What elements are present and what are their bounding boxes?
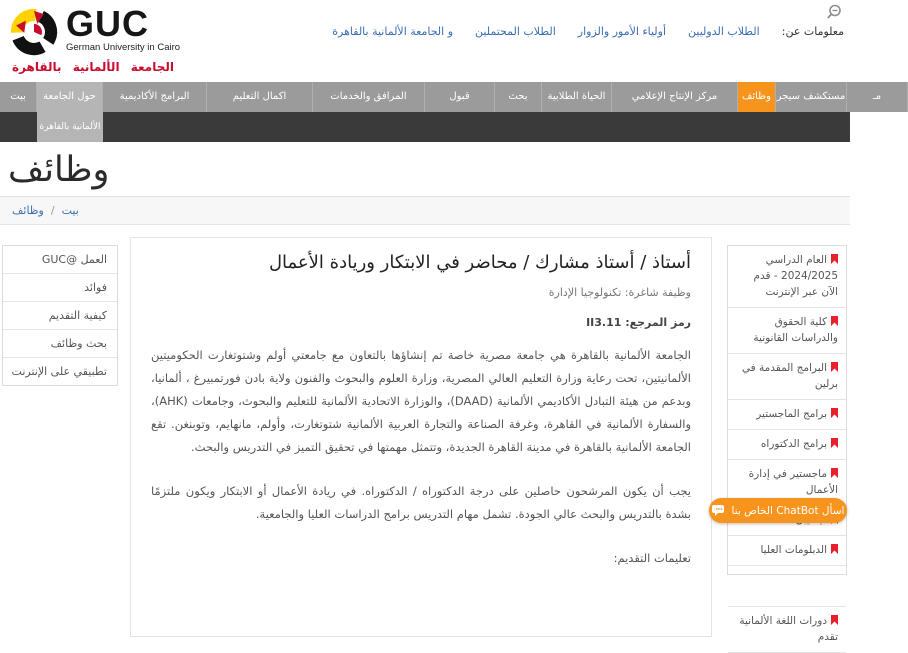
- chat-bubble-icon: [712, 504, 726, 517]
- nav-item-continuing-education[interactable]: اكمال التعليم: [207, 82, 313, 112]
- nav-item-explorer[interactable]: مستكشف سيجر: [776, 82, 847, 112]
- nav-item-admission[interactable]: قبول: [425, 82, 495, 112]
- quick-link-law-faculty[interactable]: [728, 308, 846, 354]
- audience-label: معلومات عن:: [781, 25, 844, 38]
- quick-link-label: الدبلومات العليا: [760, 544, 827, 556]
- nav-item-home[interactable]: بيت: [0, 82, 37, 112]
- nav-item-research[interactable]: بحث: [495, 82, 542, 112]
- audience-links: [332, 25, 844, 38]
- bookmark-icon: [831, 438, 838, 448]
- subnav-bar: [0, 112, 850, 142]
- logo-subtitle: German University in Cairo: [66, 42, 181, 53]
- quick-link-label: برامج الدكتوراه: [760, 438, 827, 450]
- quick-link-label: البرامج المقدمة في برلين: [741, 362, 838, 390]
- job-requirements-paragraph: يجب أن يكون المرشحون حاصلين على درجة الدكتوراه / الدكتوراه. في ريادة الأعمال أو الابتكار ويكون ملتزمًا بشدة بالتدريس والبحث عالي الجودة. تشمل مهام التدريس برامج الدراسات العليا والجامعية.: [151, 484, 691, 521]
- sidebar-item-job-search[interactable]: بحث وظائف: [3, 330, 117, 358]
- quick-link-label: برامج الماجستير: [756, 408, 827, 420]
- breadcrumb-separator: /: [50, 204, 55, 217]
- quick-link-berlin-programs[interactable]: [728, 354, 846, 400]
- nav-item-student-life[interactable]: الحياة الطلابية: [542, 82, 612, 112]
- job-about-paragraph: الجامعة الألمانية بالقاهرة هي جامعة مصرية خاصة تم إنشاؤها بالتعاون مع جامعتي أولم وشتوتغارت الحكوميتين الألمانيتين، تحت رعاية وزارة التعليم العالي المصرية، وزارة العلوم والبحوث والفنون ولاية بادن فورتمبيرغ ، ألمانيا، وبدعم من هيئة التبادل الأكاديمي الألمانية (DAAD)، والوزارة الاتحادية الألمانية للتعليم والبحوث، وجامعات (AHK)، والسفارة الألمانية في القاهرة، وغرفة الصناعة والتجارة العربية الألمانية شتوتغارت، وأولم، مانهايم، وتوبنغن. تقع الجامعة الألمانية بالقاهرة في مدينة القاهرة الجديدة، وتتمثل مهمتها في تحقيق التميز في التدريس والبحث.: [151, 348, 692, 454]
- nav-item-clipped[interactable]: مـ: [847, 82, 908, 112]
- breadcrumb: [0, 196, 850, 225]
- sidebar-item-work-at-guc[interactable]: العمل @GUC: [3, 246, 117, 274]
- audience-link-international-students[interactable]: الطلاب الدوليين: [688, 25, 760, 38]
- breadcrumb-current-link[interactable]: وظائف: [12, 204, 44, 217]
- bookmark-icon: [831, 254, 838, 264]
- quick-link-label: ماجستير في إدارة الأعمال: [748, 468, 838, 496]
- chatbot-button[interactable]: [709, 498, 847, 523]
- quick-link-label: دورات اللغة الألمانية تقدم: [739, 615, 838, 643]
- nav-item-facilities-services[interactable]: المرافق والخدمات: [313, 82, 425, 112]
- bookmark-icon: [831, 615, 838, 625]
- application-instructions-heading: تعليمات التقديم:: [613, 551, 691, 565]
- nav-item-academic-programs[interactable]: البرامج الأكاديمية: [103, 82, 207, 112]
- audience-link-parents-visitors[interactable]: أولياء الأمور والزوار: [577, 25, 667, 38]
- audience-link-guc[interactable]: و الجامعة الألمانية بالقاهرة: [332, 25, 454, 38]
- audience-link-prospective-students[interactable]: الطلاب المحتملين: [475, 25, 556, 38]
- bookmark-icon: [831, 316, 838, 326]
- page-title: وظائف: [8, 150, 110, 190]
- nav-item-about-university[interactable]: حول الجامعة: [37, 82, 103, 112]
- quick-link-label: كلية الحقوق والدراسات القانونية: [753, 316, 838, 344]
- sidebar-item-benefits[interactable]: فوائد: [3, 274, 117, 302]
- bookmark-icon: [831, 362, 838, 372]
- quick-link-academic-year[interactable]: [728, 246, 846, 308]
- bookmark-icon: [831, 468, 838, 478]
- quick-link-phd-programs[interactable]: [728, 430, 846, 460]
- job-reference-code: رمز المرجع: II3.11: [586, 316, 691, 329]
- logo-arabic-name: الجامعة الألمانية بالقاهرة: [11, 60, 174, 74]
- quick-links-sidebar: [727, 245, 847, 643]
- guc-logo-swirl-icon: [8, 6, 60, 58]
- job-title: أستاذ / أستاذ مشارك / محاضر في الابتكار وريادة الأعمال: [268, 252, 691, 273]
- jobs-section-menu: [2, 245, 118, 386]
- quick-link-masters-programs[interactable]: [728, 400, 846, 430]
- nav-item-jobs-active[interactable]: وظائف: [738, 82, 776, 112]
- breadcrumb-home-link[interactable]: بيت: [61, 204, 79, 217]
- main-nav: [0, 82, 908, 112]
- subnav-item-guc[interactable]: الألمانية بالقاهرة: [37, 112, 103, 142]
- title-band: [0, 142, 850, 196]
- logo-acronym: GUC: [66, 3, 149, 44]
- quick-link-label: العام الدراسي 2024/2025 - قدم الآن عبر الإنترنت: [753, 254, 838, 298]
- nav-item-media-production-center[interactable]: مركز الإنتاج الإعلامي: [612, 82, 738, 112]
- search-icon[interactable]: [826, 4, 844, 22]
- chatbot-label: اسأل ChatBot الخاص بنا: [731, 504, 845, 517]
- sidebar-item-online-application[interactable]: تطبيقي على الإنترنت: [11, 365, 107, 378]
- bookmark-icon: [831, 408, 838, 418]
- sidebar-item-how-to-apply[interactable]: كيفية التقديم: [3, 302, 117, 330]
- quick-link-german-courses[interactable]: [728, 606, 846, 653]
- guc-logo[interactable]: [8, 4, 208, 78]
- job-posting-card: [130, 237, 712, 637]
- bookmark-icon: [831, 544, 838, 554]
- logo-text-block: [66, 4, 180, 53]
- job-vacancy-line: وظيفة شاغرة: تكنولوجيا الإدارة: [548, 286, 691, 299]
- quick-link-higher-diplomas[interactable]: [728, 536, 846, 566]
- site-header: [0, 0, 850, 82]
